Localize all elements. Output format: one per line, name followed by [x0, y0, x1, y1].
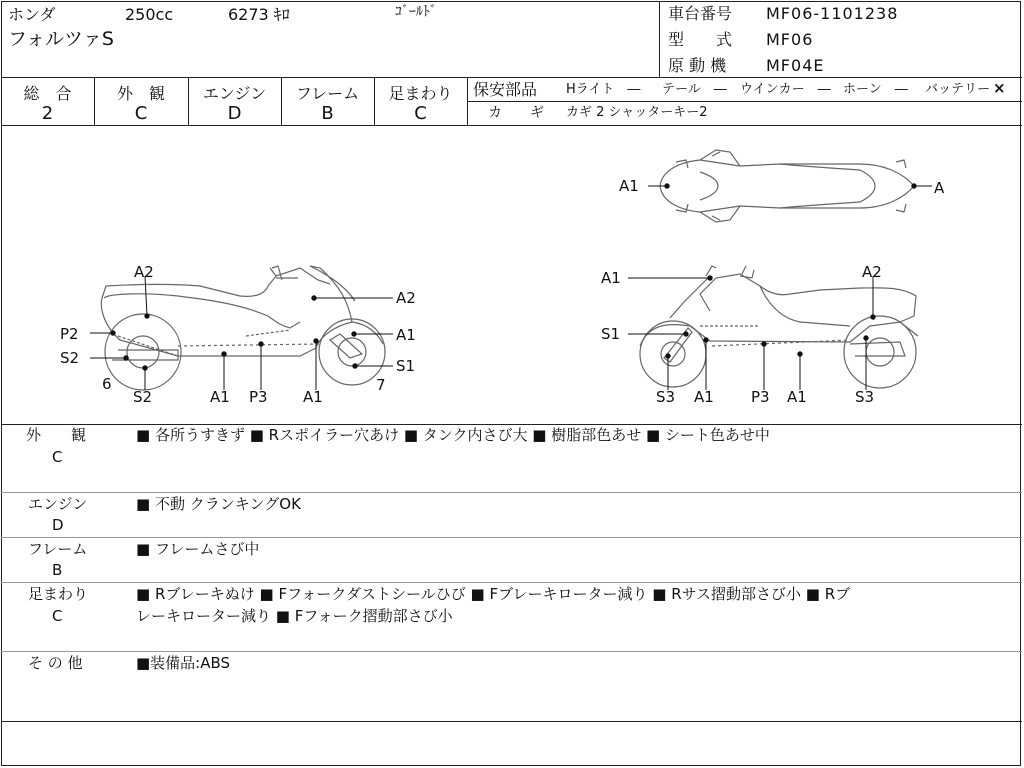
detail-engine-line-1: ■ 不動 クランキングOK — [136, 495, 301, 513]
key-value: カギ 2 シャッターキー2 — [566, 105, 708, 120]
safety-winker: ウインカー ― — [740, 82, 831, 97]
label-top-A1: A1 — [619, 177, 639, 195]
color: ｺﾞｰﾙﾄﾞ — [395, 4, 437, 20]
left-side-bike — [101, 266, 385, 390]
detail-frame-grade: B — [52, 561, 63, 579]
detail-suspension-line-1: ■ Rブレーキぬけ ■ Fフォークダストシールひび ■ Fブレーキローター減り ■ Rサス摺動部さび小 ■ Rブ — [136, 585, 851, 603]
grade-value-overall: 2 — [41, 103, 54, 124]
detail-rule — [1, 582, 1022, 583]
label-left-A2-screen: A2 — [396, 289, 416, 307]
leader-lines — [90, 184, 932, 390]
label-left-S2-bottom: S2 — [133, 388, 153, 406]
safety-headlight: Hライト ― — [566, 82, 641, 97]
detail-engine-grade: D — [52, 516, 64, 534]
frame-no-label: 車台番号 — [668, 4, 733, 23]
grade-label-suspension: 足まわり — [388, 84, 453, 103]
detail-exterior-title: 外 観 — [26, 426, 87, 444]
grade-value-suspension: C — [414, 103, 427, 124]
engine-value: MF04E — [766, 56, 825, 75]
safety-horn: ホーン ― — [843, 82, 908, 97]
label-left-P2: P2 — [60, 325, 79, 343]
label-right-A1-floor: A1 — [787, 388, 807, 406]
header-rule — [1, 77, 1022, 78]
engine-label: 原 動 機 — [668, 56, 727, 75]
detail-frame-title: フレーム — [28, 540, 88, 558]
label-right-P3: P3 — [751, 388, 770, 406]
mileage: 6273 ｷﾛ — [228, 5, 290, 24]
safety-tail: テール ― — [662, 82, 727, 97]
diagram-rule — [1, 424, 1022, 425]
safety-label: 保安部品 — [473, 80, 538, 99]
detail-suspension-title: 足まわり — [28, 585, 89, 603]
label-left-7: 7 — [376, 376, 386, 394]
grade-value-engine: D — [227, 103, 242, 124]
detail-rule — [1, 492, 1022, 493]
header-divider — [659, 1, 660, 77]
battery-mark: × — [993, 79, 1006, 97]
detail-engine-title: エンジン — [28, 495, 88, 513]
grade-label-frame: フレーム — [295, 84, 360, 103]
label-right-A1-screen: A1 — [601, 269, 621, 287]
label-right-A2: A2 — [862, 263, 882, 281]
detail-other-line-1: ■装備品:ABS — [136, 654, 231, 672]
grade-label-engine: エンジン — [202, 84, 267, 103]
frame-no: MF06-1101238 — [766, 4, 899, 23]
label-top-A: A — [934, 179, 945, 197]
maker: ホンダ — [8, 5, 56, 24]
label-left-A1-floor: A1 — [210, 388, 230, 406]
label-left-S2-rear: S2 — [60, 349, 80, 367]
label-right-A1-fork: A1 — [694, 388, 714, 406]
grade-value-exterior: C — [134, 103, 148, 124]
model-name: フォルツァS — [8, 28, 114, 50]
detail-suspension-grade: C — [52, 607, 63, 625]
detail-other-title: そ の 他 — [28, 654, 83, 672]
label-right-S3-front: S3 — [656, 388, 676, 406]
detail-rule — [1, 537, 1022, 538]
detail-exterior-line-1: ■ 各所うすきず ■ Rスポイラー穴あけ ■ タンク内さび大 ■ 樹脂部色あせ ■ シート色あせ中 — [136, 426, 770, 444]
safety-battery: バッテリー — [925, 82, 991, 97]
label-right-S3-rear: S3 — [855, 388, 875, 406]
type-value: MF06 — [766, 30, 814, 49]
detail-suspension-line-2: レーキローター減り ■ Fフォーク摺動部さび小 — [136, 607, 453, 625]
top-view-bike — [660, 150, 914, 222]
label-right-S1: S1 — [601, 325, 621, 343]
bottom-rule — [1, 721, 1022, 722]
label-left-P3: P3 — [249, 388, 268, 406]
label-left-A1-fork: A1 — [303, 388, 323, 406]
detail-frame-line-1: ■ フレームさび中 — [136, 540, 260, 558]
label-left-S1: S1 — [396, 357, 416, 375]
key-label: カ ギ — [488, 105, 544, 121]
detail-rule — [1, 651, 1022, 652]
displacement: 250cc — [125, 5, 174, 24]
detail-exterior-grade: C — [52, 448, 63, 466]
type-label: 型 式 — [668, 30, 733, 49]
grade-label-exterior: 外 観 — [116, 84, 165, 103]
label-left-A1-front: A1 — [396, 326, 416, 344]
label-left-A2-seat: A2 — [134, 263, 154, 281]
grade-value-frame: B — [321, 103, 334, 124]
grade-label-overall: 総 合 — [23, 84, 72, 103]
safety-rule — [467, 101, 1022, 102]
damage-diagram — [0, 126, 1024, 424]
label-left-6: 6 — [102, 375, 112, 393]
right-side-bike — [640, 266, 918, 388]
